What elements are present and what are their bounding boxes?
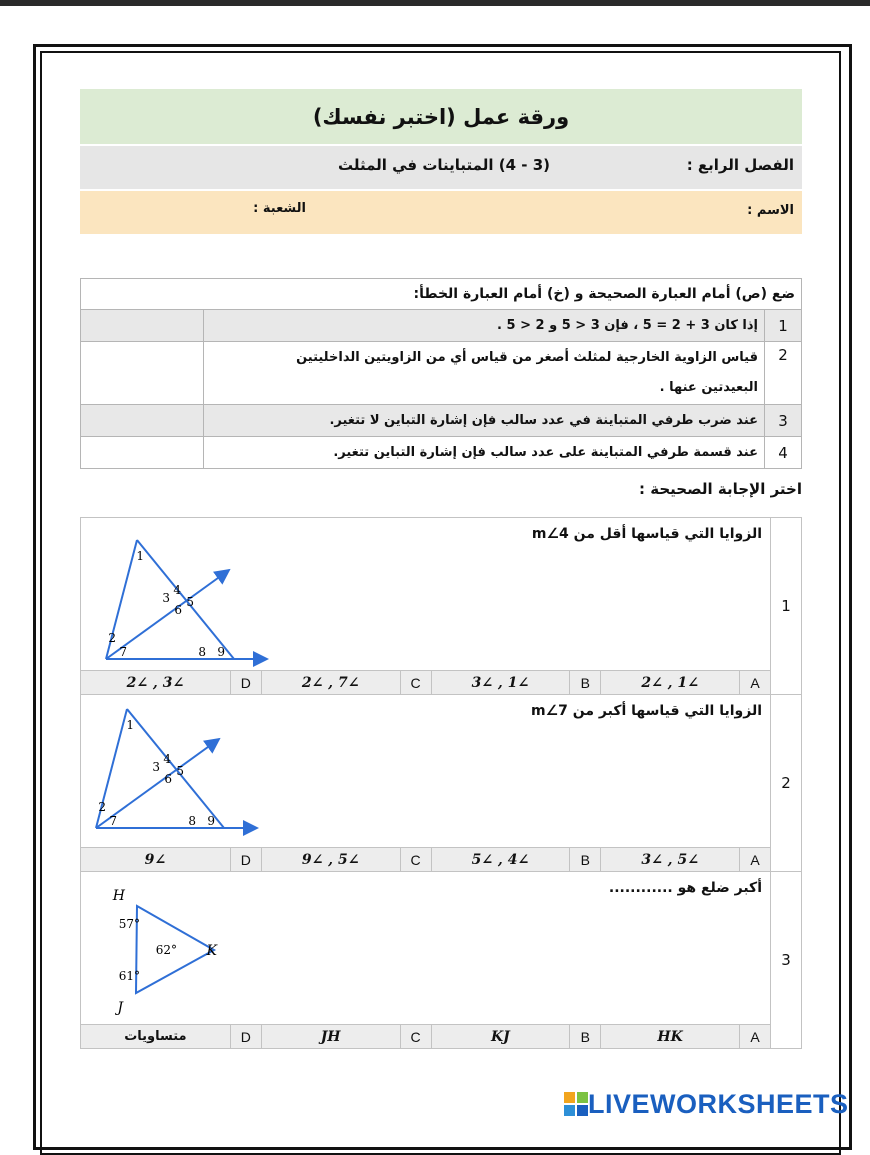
angle-label: 6 <box>164 772 172 786</box>
option-c[interactable]: ∠5 , ∠9 <box>261 848 400 872</box>
statement-text: عند قسمة طرفي المتباينة على عدد سالب فإن إشارة التباين تتغير. <box>204 437 765 469</box>
option-letter: B <box>570 848 601 872</box>
chapter-bar <box>80 146 802 189</box>
row-number: 2 <box>765 342 802 405</box>
options-row <box>81 848 802 872</box>
option-b[interactable]: ∠1 , ∠3 <box>431 671 570 695</box>
section-input[interactable] <box>97 199 237 223</box>
row-number: 1 <box>765 310 802 342</box>
option-a[interactable]: ∠1 , ∠2 <box>601 671 740 695</box>
question-number: 3 <box>771 872 802 1049</box>
option-letter: D <box>230 848 261 872</box>
option-c[interactable]: JH <box>261 1025 400 1049</box>
angle-label: 4 <box>163 752 171 766</box>
question-body <box>81 695 771 848</box>
title-text: ورقة عمل (اختبر نفسك) <box>312 104 570 129</box>
logo-text: LIVEWORKSHEETS <box>588 1088 849 1119</box>
angle-h-value: 57° <box>118 917 140 931</box>
option-b[interactable]: ∠4 , ∠5 <box>431 848 570 872</box>
table-row <box>81 405 802 437</box>
option-d[interactable]: ∠9 <box>81 848 231 872</box>
statement-text <box>204 342 765 405</box>
option-letter: A <box>740 1025 771 1049</box>
statement-text: عند ضرب طرفي المتباينة في عدد سالب فإن إشارة التباين لا تتغير. <box>204 405 765 437</box>
angle-label: 8 <box>198 645 206 659</box>
triangle-figure-2 <box>85 707 285 847</box>
angle-label: 9 <box>217 645 225 659</box>
option-a[interactable]: ∠5 , ∠3 <box>601 848 740 872</box>
angle-label: 9 <box>207 814 215 828</box>
statement-line: قياس الزاوية الخارجية لمثلث أصغر من قياس أي من الزاويتين الداخليتين <box>296 350 758 365</box>
top-bar <box>0 0 870 6</box>
worksheet-title <box>80 89 802 144</box>
vertex-label: K <box>206 943 217 959</box>
table-row <box>81 437 802 469</box>
option-letter: C <box>400 671 431 695</box>
angle-label: 2 <box>98 800 106 814</box>
logo-grid-icon <box>564 1092 588 1116</box>
answer-cell[interactable] <box>81 310 204 342</box>
angle-label: 1 <box>126 718 134 732</box>
options-row <box>81 1025 802 1049</box>
multiple-choice-heading: اختر الإجابة الصحيحة : <box>639 480 802 498</box>
option-d[interactable]: ∠3 , ∠2 <box>81 671 231 695</box>
angle-j-value: 61° <box>118 969 140 983</box>
statement-text: إذا كان 3 + 2 = 5 ، فإن 3 < 5 و 2 < 5 . <box>204 310 765 342</box>
options-row <box>81 671 802 695</box>
option-c[interactable]: ∠7 , ∠2 <box>261 671 400 695</box>
option-letter: C <box>400 848 431 872</box>
angle-label: 5 <box>176 764 184 778</box>
liveworksheets-logo <box>564 1088 849 1120</box>
lesson-title: (3 - 4) المتباينات في المثلث <box>337 156 550 174</box>
option-letter: B <box>570 671 601 695</box>
option-letter: B <box>570 1025 601 1049</box>
multiple-choice-table <box>80 517 802 1049</box>
triangle-figure-1 <box>95 530 295 670</box>
angle-label: 8 <box>188 814 196 828</box>
angle-label: 1 <box>136 549 144 563</box>
name-input[interactable] <box>318 199 758 223</box>
question-number: 2 <box>771 695 802 872</box>
table-row <box>81 342 802 405</box>
option-letter: A <box>740 671 771 695</box>
option-letter: D <box>230 671 261 695</box>
true-false-table <box>80 278 802 469</box>
answer-cell[interactable] <box>81 342 204 405</box>
section-label: الشعبة : <box>253 201 306 216</box>
option-b[interactable]: KJ <box>431 1025 570 1049</box>
question-text: الزوايا التي قياسها أقل من m∠4 <box>531 526 762 542</box>
name-label: الاسم : <box>747 203 794 218</box>
question-number: 1 <box>771 518 802 695</box>
question-body <box>81 518 771 671</box>
row-number: 4 <box>765 437 802 469</box>
option-d[interactable]: متساويات <box>81 1025 231 1049</box>
angle-label: 3 <box>162 591 170 605</box>
option-a[interactable]: HK <box>601 1025 740 1049</box>
triangle-hkj-figure <box>111 882 251 1020</box>
option-letter: D <box>230 1025 261 1049</box>
angle-label: 7 <box>119 645 127 659</box>
table-row <box>81 310 802 342</box>
angle-k-value: 62° <box>155 943 177 957</box>
angle-label: 3 <box>152 760 160 774</box>
question-text: أكبر ضلع هو ............ <box>608 880 762 896</box>
vertex-label: J <box>117 1000 123 1016</box>
angle-label: 6 <box>174 603 182 617</box>
angle-label: 2 <box>108 631 116 645</box>
angle-label: 5 <box>186 595 194 609</box>
vertex-label: H <box>112 888 125 904</box>
answer-cell[interactable] <box>81 405 204 437</box>
question-text: الزوايا التي قياسها أكبر من m∠7 <box>530 703 762 719</box>
statement-line: البعيدتين عنها . <box>659 380 758 395</box>
option-letter: C <box>400 1025 431 1049</box>
option-letter: A <box>740 848 771 872</box>
angle-label: 4 <box>173 583 181 597</box>
true-false-heading: ضع (ص) أمام العبارة الصحيحة و (خ) أمام العبارة الخطأ: <box>81 279 802 310</box>
name-bar <box>80 191 802 234</box>
row-number: 3 <box>765 405 802 437</box>
answer-cell[interactable] <box>81 437 204 469</box>
angle-label: 7 <box>109 814 117 828</box>
chapter-label: الفصل الرابع : <box>686 156 794 174</box>
question-body <box>81 872 771 1025</box>
